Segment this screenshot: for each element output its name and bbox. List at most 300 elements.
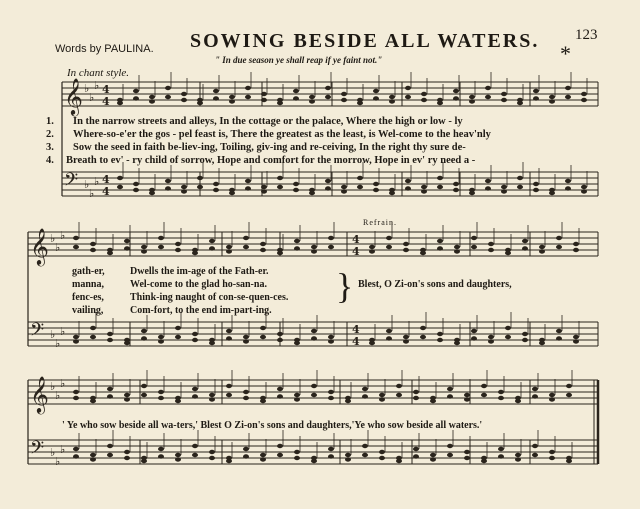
notehead [328,339,334,343]
notehead [533,89,539,93]
notehead [90,326,96,330]
notehead [403,335,409,339]
notehead [498,447,504,451]
notehead [328,390,334,394]
notehead [90,248,96,252]
notehead [488,248,494,252]
notehead [386,245,392,249]
notehead [517,176,523,180]
notehead [485,179,491,183]
notehead [181,189,187,193]
notehead [243,447,249,451]
notehead [192,394,198,398]
notehead [124,397,130,401]
notehead [471,329,477,333]
lyric-fragment: manna, [72,279,104,290]
notehead [533,96,539,100]
flat-sign: ♭ [50,232,56,245]
notehead [229,95,235,99]
verse-line: Breath to ev' - ry child of sorrow, Hope and comfort for the morrow, Hope in ev' ry need a - [66,155,476,166]
notehead [158,339,164,343]
flat-sign: ♭ [55,241,61,254]
notehead [175,453,181,457]
notehead [566,393,572,397]
notehead [581,92,587,96]
notehead [573,248,579,252]
notehead [505,326,511,330]
notehead [373,96,379,100]
notehead [403,242,409,246]
notehead [501,185,507,189]
notehead [389,95,395,99]
notehead [226,384,232,388]
refrain-brace: } [336,266,354,306]
notehead [226,245,232,249]
notehead [73,454,79,458]
notehead [209,246,215,250]
notehead [141,329,147,333]
notehead [117,185,123,189]
notehead [447,394,453,398]
time-signature-bottom: 4 [102,95,110,108]
notehead [226,393,232,397]
notehead [90,242,96,246]
time-signature-bottom: 4 [352,335,360,348]
hymn-title: SOWING BESIDE ALL WATERS. [190,30,540,52]
notehead [581,189,587,193]
notehead [565,179,571,183]
notehead [293,96,299,100]
notehead [124,450,130,454]
notehead [369,245,375,249]
notehead [213,188,219,192]
notehead [277,185,283,189]
notehead [341,92,347,96]
notehead [373,89,379,93]
notehead [294,456,300,460]
notehead [485,86,491,90]
notehead [261,189,267,193]
notehead [549,191,555,195]
notehead [243,335,249,339]
notehead [405,179,411,183]
verse-number: 2. [46,129,54,140]
verse-number: 4. [46,155,54,166]
notehead [396,393,402,397]
notehead [73,396,79,400]
notehead [294,397,300,401]
notehead [175,457,181,461]
notehead [107,387,113,391]
notehead [413,447,419,451]
notehead [532,444,538,448]
notehead [454,341,460,345]
flat-sign: ♭ [50,380,56,393]
notehead [277,338,283,342]
notehead [213,96,219,100]
notehead [437,101,443,105]
notehead [124,246,130,250]
notehead [192,338,198,342]
notehead [522,239,528,243]
notehead [192,332,198,336]
notehead [362,444,368,448]
notehead [107,332,113,336]
notehead [309,191,315,195]
notehead [260,453,266,457]
notehead [379,456,385,460]
time-signature-top: 4 [352,233,360,246]
notehead [488,339,494,343]
notehead [158,245,164,249]
notehead [141,336,147,340]
notehead [453,188,459,192]
notehead [447,453,453,457]
notehead [158,454,164,458]
notehead [565,86,571,90]
notehead [549,95,555,99]
lyric-fragment: gath-er, [72,266,105,277]
notehead [294,239,300,243]
notehead [454,249,460,253]
notehead [405,95,411,99]
flat-sign: ♭ [60,229,66,242]
notehead [341,185,347,189]
notehead [226,249,232,253]
notehead [581,185,587,189]
notehead [328,236,334,240]
notehead [175,335,181,339]
notehead [175,326,181,330]
lyric-fragment: vailing, [72,305,104,316]
time-signature-top: 4 [352,323,360,336]
notehead [73,245,79,249]
notehead [311,329,317,333]
notehead [437,239,443,243]
verse-line: In the narrow streets and alleys, In the cottage or the palace, Where the high or low - ly [73,116,463,127]
notehead [226,329,232,333]
notehead [515,453,521,457]
notehead [437,338,443,342]
notehead [430,457,436,461]
notehead [556,329,562,333]
notehead [522,246,528,250]
notehead [549,397,555,401]
notehead [464,397,470,401]
notehead [522,332,528,336]
notehead [481,384,487,388]
notehead [226,459,232,463]
treble-clef: 𝄞 [30,375,49,413]
notehead [277,251,283,255]
notehead [533,182,539,186]
notehead [209,341,215,345]
notehead [357,101,363,105]
notehead [379,450,385,454]
notehead [447,444,453,448]
epigraph: " In due season ye shall reap if ye faint not." [215,55,383,65]
notehead [357,176,363,180]
notehead [532,453,538,457]
notehead [453,89,459,93]
notehead [556,236,562,240]
notehead [243,339,249,343]
notehead [277,387,283,391]
lyric-line: Com-fort, to the end im-part-ing. [130,305,272,316]
notehead [469,95,475,99]
notehead [192,444,198,448]
flat-sign: ♭ [55,337,61,350]
notehead [501,189,507,193]
notehead [209,239,215,243]
notehead [90,399,96,403]
notehead [243,390,249,394]
notehead [107,444,113,448]
notehead [386,329,392,333]
notehead [325,95,331,99]
page-number: 123 [575,27,598,43]
notehead [501,98,507,102]
notehead [539,341,545,345]
notehead [405,186,411,190]
time-signature-top: 4 [102,173,110,186]
notehead [293,89,299,93]
notehead [454,245,460,249]
notehead [209,397,215,401]
notehead [488,242,494,246]
notehead [124,456,130,460]
notehead [261,98,267,102]
notehead [90,453,96,457]
notehead [328,335,334,339]
notehead [243,245,249,249]
notehead [369,341,375,345]
notehead [260,457,266,461]
notehead [505,335,511,339]
notehead [243,236,249,240]
notehead [328,454,334,458]
notehead [345,453,351,457]
flat-sign: ♭ [84,178,90,191]
notehead [311,245,317,249]
verse-line: Where-so-e'er the gos - pel feast is, There the greatest as the least, is Wel-come to the heav'nly [73,129,491,140]
notehead [311,249,317,253]
notehead [158,335,164,339]
notehead [453,96,459,100]
verse-number: 1. [46,116,54,127]
notehead [165,186,171,190]
notehead [261,92,267,96]
notehead [229,191,235,195]
notehead [389,191,395,195]
notehead [124,341,130,345]
notehead [522,338,528,342]
refrain-lyric: Blest, O Zi-on's sons and daughters, [358,279,512,290]
notehead [245,179,251,183]
flat-sign: ♭ [94,79,100,92]
notehead [294,341,300,345]
verse-number: 3. [46,142,54,153]
notehead [260,399,266,403]
notehead [532,394,538,398]
notehead [430,399,436,403]
flat-sign: ♭ [60,443,66,456]
notehead [328,245,334,249]
flat-sign: ♭ [89,91,95,104]
flat-sign: ♭ [50,328,56,341]
lyric-line: Think-ing naught of con-se-quen-ces. [130,292,289,303]
notehead [309,95,315,99]
notehead [141,245,147,249]
notehead [325,186,331,190]
notehead [90,457,96,461]
notehead [362,453,368,457]
notehead [539,245,545,249]
notehead [533,188,539,192]
notehead [107,338,113,342]
final-lyric-line: ' Ye who sow beside all wa-ters,' Blest O Zi-on's sons and daughters,'Ye who sow beside all waters.' [62,420,483,431]
notehead [107,453,113,457]
notehead [149,191,155,195]
notehead [549,99,555,103]
notehead [325,86,331,90]
tempo-marking: In chant style. [67,67,130,79]
notehead [566,384,572,388]
notehead [556,336,562,340]
notehead [158,396,164,400]
notehead [556,245,562,249]
notehead [158,236,164,240]
notehead [311,459,317,463]
notehead [90,335,96,339]
notehead [243,396,249,400]
notehead [421,98,427,102]
notehead [396,384,402,388]
notehead [192,453,198,457]
refrain-label: Refrain. [363,218,397,227]
notehead [345,399,351,403]
notehead [549,450,555,454]
bass-clef: 𝄢 [30,438,45,463]
notehead [341,98,347,102]
notehead [175,242,181,246]
notehead [447,387,453,391]
bass-clef: 𝄢 [64,170,79,195]
notehead [73,335,79,339]
notehead [373,182,379,186]
flat-sign: ♭ [50,446,56,459]
notehead [430,453,436,457]
bass-clef: 𝄢 [30,320,45,345]
notehead [261,185,267,189]
notehead [515,399,521,403]
notehead [498,454,504,458]
notehead [549,393,555,397]
notehead [403,248,409,252]
words-by-credit: Words by PAULINA. [55,43,154,55]
notehead [107,251,113,255]
notehead [197,101,203,105]
lyric-line: Wel-come to the glad ho-san-na. [130,279,267,290]
notehead [389,99,395,103]
notehead [464,450,470,454]
notehead [464,456,470,460]
notehead [245,186,251,190]
treble-clef: 𝄞 [64,77,83,115]
notehead [471,336,477,340]
notehead [501,92,507,96]
notehead [485,186,491,190]
notehead [149,95,155,99]
notehead [420,335,426,339]
notehead [260,335,266,339]
notehead [437,332,443,336]
notehead [73,390,79,394]
notehead [341,189,347,193]
notehead [293,182,299,186]
notehead [277,176,283,180]
notehead [158,447,164,451]
notehead [413,396,419,400]
notehead [260,248,266,252]
notehead [471,236,477,240]
notehead [515,457,521,461]
notehead [498,390,504,394]
notehead [311,336,317,340]
notehead [437,176,443,180]
notehead [197,185,203,189]
notehead [124,393,130,397]
notehead [175,248,181,252]
notehead [197,176,203,180]
notehead [133,188,139,192]
notehead [539,249,545,253]
notehead [229,99,235,103]
notehead [73,339,79,343]
flat-sign: ♭ [55,455,61,468]
notehead [133,89,139,93]
notehead [277,444,283,448]
notehead [481,459,487,463]
notehead [453,182,459,186]
notehead [373,188,379,192]
notehead [581,98,587,102]
notehead [141,393,147,397]
notehead [565,186,571,190]
notehead [243,454,249,458]
time-signature-bottom: 4 [102,185,110,198]
time-signature-top: 4 [102,83,110,96]
notehead [213,182,219,186]
notehead [403,339,409,343]
notehead [379,397,385,401]
notehead [413,390,419,394]
notehead [379,393,385,397]
notehead [107,394,113,398]
notehead [573,242,579,246]
notehead [565,95,571,99]
notehead [421,185,427,189]
notehead [421,92,427,96]
flat-sign: ♭ [60,325,66,338]
flat-sign: ♭ [89,187,95,200]
notehead [260,242,266,246]
notehead [73,447,79,451]
notehead [181,185,187,189]
notehead [532,387,538,391]
notehead [357,185,363,189]
notehead [549,456,555,460]
